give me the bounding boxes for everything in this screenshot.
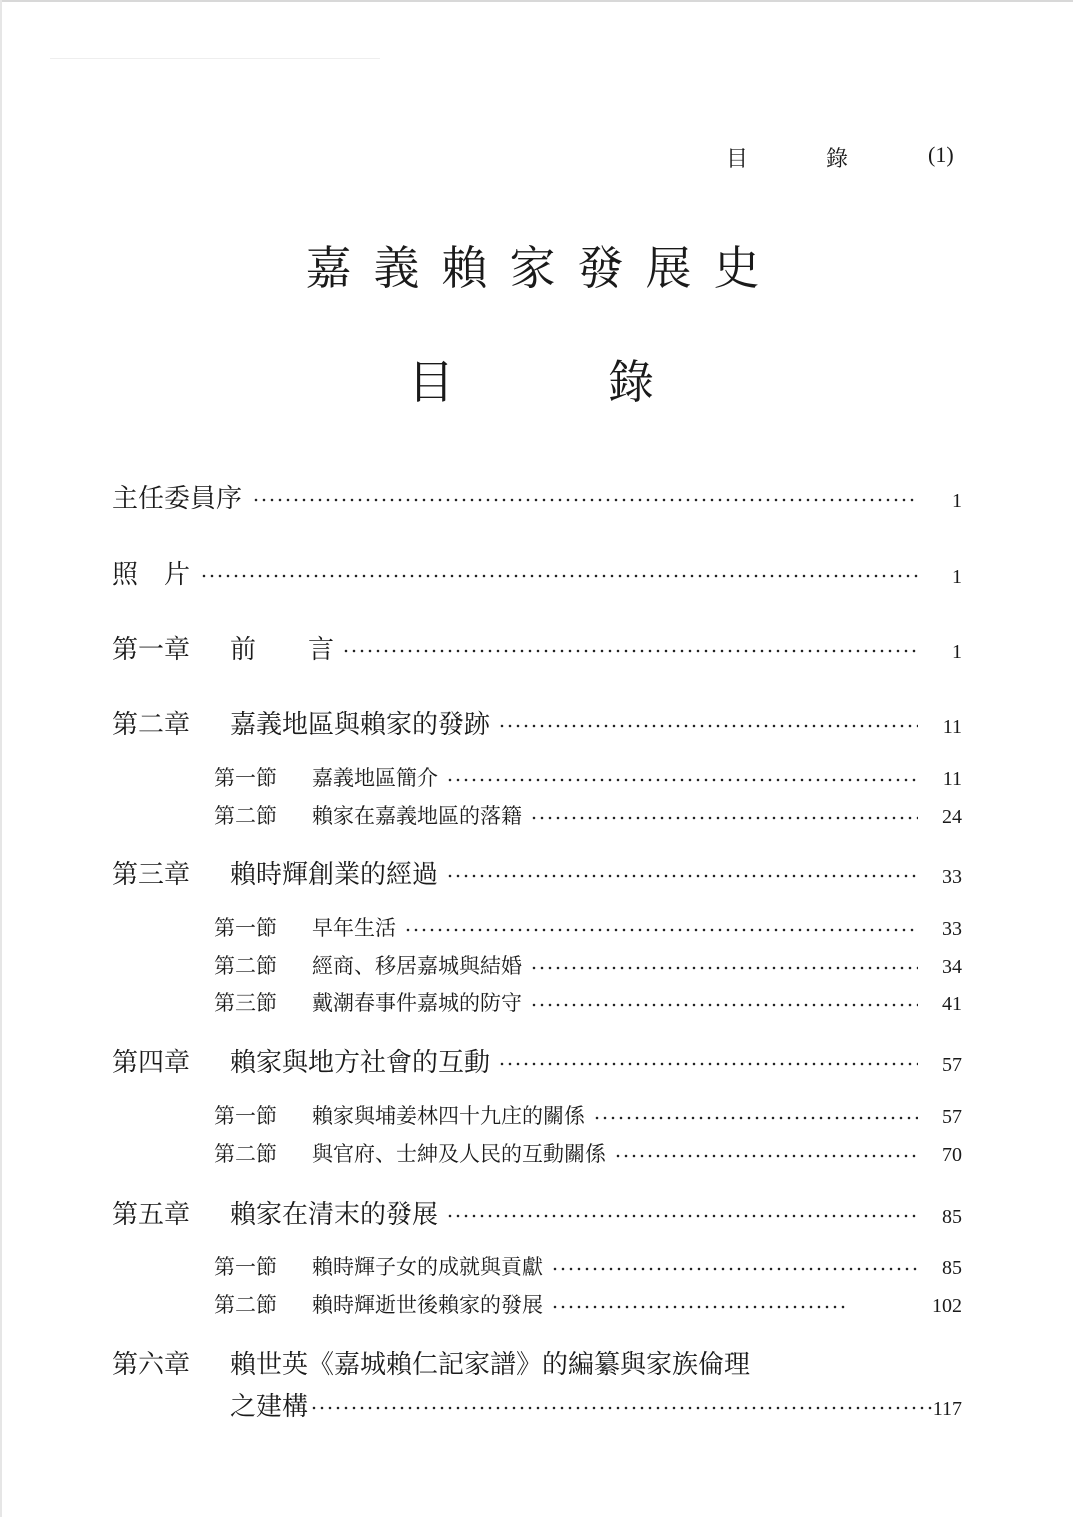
dot-leader (446, 874, 918, 878)
chapter-number: 第六章 (112, 1350, 191, 1380)
section-number: 第一節 (214, 1255, 277, 1279)
entry-page-number: 85 (942, 1257, 962, 1279)
toc-entry-chapter-2[interactable] (112, 704, 962, 741)
entry-page-number: 41 (942, 993, 962, 1015)
dot-leader (498, 1062, 918, 1066)
section-title: 戴潮春事件嘉城的防守 (312, 991, 522, 1015)
toc-entry-ch5-section-2[interactable] (214, 1289, 962, 1319)
section-number: 第一節 (214, 1104, 277, 1128)
page-left-edge (0, 0, 2, 1517)
section-title: 與官府、士紳及人民的互動關係 (312, 1142, 606, 1166)
section-number: 第三節 (214, 991, 277, 1015)
entry-page-number: 117 (932, 1398, 962, 1420)
chapter-title-line-1: 賴世英《嘉城賴仁記家譜》的編纂與家族倫理 (230, 1350, 751, 1380)
toc-heading-char-1: 目 (408, 355, 454, 409)
chapter-number: 第三章 (112, 860, 191, 890)
dot-leader (593, 1116, 918, 1120)
chapter-number: 第五章 (112, 1200, 191, 1230)
dot-leader (404, 928, 918, 932)
section-title: 早年生活 (312, 916, 396, 940)
entry-page-number: 24 (942, 806, 962, 828)
dot-leader (614, 1154, 918, 1158)
toc-heading-char-2: 錄 (608, 355, 654, 409)
toc-entry-ch5-section-1[interactable] (214, 1251, 962, 1281)
entry-page-number: 1 (952, 641, 962, 663)
dot-leader (551, 1267, 918, 1271)
section-number: 第二節 (214, 1293, 277, 1317)
toc-entry-chapter-4[interactable] (112, 1042, 962, 1079)
chapter-title: 賴家在清末的發展 (230, 1200, 439, 1230)
entry-page-number: 11 (942, 768, 962, 790)
section-title: 賴時輝子女的成就與貢獻 (312, 1255, 543, 1279)
dot-leader (530, 1003, 918, 1007)
entry-page-number: 1 (952, 566, 962, 588)
dot-leader (498, 724, 918, 728)
toc-entry-chapter-5[interactable] (112, 1194, 962, 1231)
entry-title: 主任委員序 (112, 484, 243, 514)
toc-entry-preface[interactable] (112, 478, 962, 515)
dot-leader (252, 498, 918, 502)
entry-title: 照 片 (112, 560, 191, 590)
toc-entry-chapter-6-line-2[interactable] (230, 1386, 962, 1423)
section-title: 賴家與埔姜林四十九庄的關係 (312, 1104, 585, 1128)
entry-page-number: 1 (952, 490, 962, 512)
dot-leader (200, 574, 918, 578)
entry-page-number: 34 (942, 956, 962, 978)
toc-entry-photos[interactable] (112, 554, 962, 591)
entry-page-number: 11 (942, 716, 962, 738)
section-title: 賴家在嘉義地區的落籍 (312, 804, 522, 828)
toc-entry-chapter-6-line-1[interactable] (112, 1344, 750, 1381)
chapter-number: 第二章 (112, 710, 191, 740)
section-number: 第二節 (214, 954, 277, 978)
book-title: 嘉義賴家發展史 (305, 241, 782, 295)
toc-entry-ch3-section-2[interactable] (214, 950, 962, 980)
toc-entry-ch2-section-2[interactable] (214, 800, 962, 830)
running-header (724, 142, 964, 172)
entry-page-number: 33 (942, 918, 962, 940)
dot-leader (342, 649, 918, 653)
entry-page-number: 85 (942, 1206, 962, 1228)
section-number: 第二節 (214, 804, 277, 828)
chapter-number: 第一章 (112, 635, 191, 665)
section-title: 嘉義地區簡介 (312, 766, 438, 790)
dot-leader (530, 816, 918, 820)
chapter-number: 第四章 (112, 1048, 191, 1078)
toc-entry-chapter-3[interactable] (112, 854, 962, 891)
chapter-title: 嘉義地區與賴家的發跡 (230, 710, 491, 740)
section-number: 第一節 (214, 766, 277, 790)
section-number: 第一節 (214, 916, 277, 940)
scan-artifact-line (50, 58, 380, 59)
running-header-page-number: (1) (928, 142, 954, 167)
running-header-left: 目 (726, 146, 749, 171)
dot-leader (446, 1214, 918, 1218)
chapter-title-line-2: 之建構 (230, 1392, 309, 1422)
toc-entry-ch2-section-1[interactable] (214, 762, 962, 792)
section-title: 賴時輝逝世後賴家的發展 (312, 1293, 543, 1317)
chapter-title: 賴家與地方社會的互動 (230, 1048, 491, 1078)
entry-page-number: 102 (932, 1295, 962, 1317)
toc-entry-ch3-section-3[interactable] (214, 987, 962, 1017)
toc-entry-ch3-section-1[interactable] (214, 912, 962, 942)
toc-entry-chapter-1[interactable] (112, 629, 962, 666)
entry-page-number: 70 (942, 1144, 962, 1166)
chapter-title: 前 言 (230, 635, 335, 665)
dot-leader (530, 966, 918, 970)
section-number: 第二節 (214, 1142, 277, 1166)
running-header-right: 錄 (826, 146, 849, 171)
dot-leader (551, 1305, 847, 1309)
page-top-edge (0, 0, 1073, 2)
toc-heading (0, 346, 1073, 409)
dot-leader (446, 778, 918, 782)
entry-page-number: 33 (942, 866, 962, 888)
dot-leader (310, 1406, 933, 1410)
toc-entry-ch4-section-2[interactable] (214, 1138, 962, 1168)
entry-page-number: 57 (942, 1106, 962, 1128)
entry-page-number: 57 (942, 1054, 962, 1076)
chapter-title: 賴時輝創業的經過 (230, 860, 439, 890)
toc-entry-ch4-section-1[interactable] (214, 1100, 962, 1130)
section-title: 經商、移居嘉城與結婚 (312, 954, 522, 978)
